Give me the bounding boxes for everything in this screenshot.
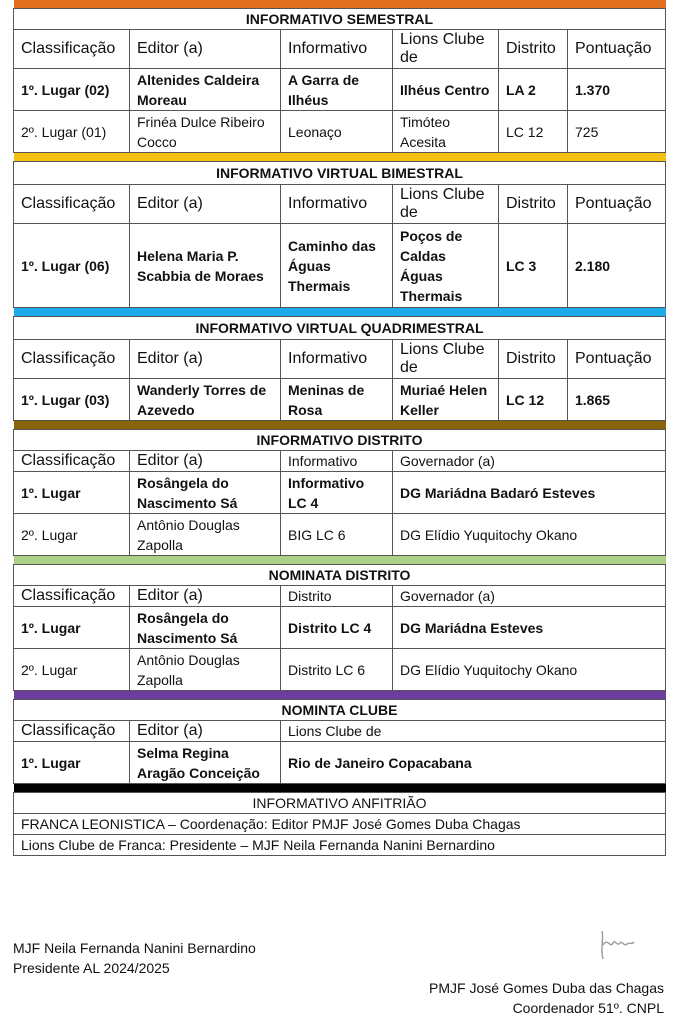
header-row: Classificação Editor (a) Informativo Governador (a) bbox=[14, 451, 666, 472]
table-row: 1º. Lugar (06) Helena Maria P. Scabbia de Moraes Caminho das Águas Thermais Poços de Caldas Águas Thermais LC 3 2.180 bbox=[14, 224, 666, 308]
section-title-nominata: NOMINATA DISTRITO bbox=[14, 565, 666, 586]
coordinator-role: Coordenador 51º. CNPL bbox=[512, 1000, 664, 1016]
black-divider bbox=[14, 784, 666, 793]
table-row: 2º. Lugar Antônio Douglas Zapolla Distrito LC 6 DG Elídio Yuquitochy Okano bbox=[14, 649, 666, 691]
table-row: 2º. Lugar Antônio Douglas Zapolla BIG LC 6 DG Elídio Yuquitochy Okano bbox=[14, 514, 666, 556]
header-row: Classificação Editor (a) Informativo Lions Clube de Distrito Pontuação bbox=[14, 340, 666, 379]
table-row: 2º. Lugar (01) Frinéa Dulce Ribeiro Cocco Leonaço Timóteo Acesita LC 12 725 bbox=[14, 111, 666, 153]
president-role: Presidente AL 2024/2025 bbox=[13, 960, 170, 976]
president-name: MJF Neila Fernanda Nanini Bernardino bbox=[13, 940, 256, 956]
table-row: 1º. Lugar Selma Regina Aragão Conceição Rio de Janeiro Copacabana bbox=[14, 742, 666, 784]
signature-mark bbox=[596, 925, 640, 965]
awards-document bbox=[13, 0, 665, 856]
blue-divider bbox=[14, 308, 666, 317]
table-row: 1º. Lugar Rosângela do Nascimento Sá Informativo LC 4 DG Mariádna Badaró Esteves bbox=[14, 472, 666, 514]
section-title-semestral: INFORMATIVO SEMESTRAL bbox=[14, 9, 666, 30]
header-row: Classificação Editor (a) Distrito Governador (a) bbox=[14, 586, 666, 607]
coordinator-name: PMJF José Gomes Duba das Chagas bbox=[429, 980, 664, 996]
table-row: 1º. Lugar (02) Altenides Caldeira Moreau A Garra de Ilhéus Ilhéus Centro LA 2 1.370 bbox=[14, 69, 666, 111]
section-title-anfitriao: INFORMATIVO ANFITRIÃO bbox=[14, 793, 666, 814]
awards-table bbox=[13, 0, 666, 856]
green-divider bbox=[14, 556, 666, 565]
table-row: 1º. Lugar Rosângela do Nascimento Sá Distrito LC 4 DG Mariádna Esteves bbox=[14, 607, 666, 649]
president-signature-block bbox=[13, 938, 256, 978]
header-row: Classificação Editor (a) Informativo Lions Clube de Distrito Pontuação bbox=[14, 30, 666, 69]
coordinator-signature-block bbox=[429, 978, 664, 1018]
list-item: FRANCA LEONISTICA – Coordenação: Editor PMJF José Gomes Duba Chagas bbox=[14, 814, 666, 835]
header-row: Classificação Editor (a) Lions Clube de bbox=[14, 721, 666, 742]
list-item: Lions Clube de Franca: Presidente – MJF Neila Fernanda Nanini Bernardino bbox=[14, 835, 666, 856]
section-title-clube: NOMINTA CLUBE bbox=[14, 700, 666, 721]
section-title-distrito: INFORMATIVO DISTRITO bbox=[14, 430, 666, 451]
brown-divider bbox=[14, 421, 666, 430]
yellow-divider bbox=[14, 153, 666, 162]
section-title-quadrimestral: INFORMATIVO VIRTUAL QUADRIMESTRAL bbox=[14, 317, 666, 340]
section-title-bimestral: INFORMATIVO VIRTUAL BIMESTRAL bbox=[14, 162, 666, 185]
orange-divider bbox=[14, 0, 666, 9]
table-row: 1º. Lugar (03) Wanderly Torres de Azevedo Meninas de Rosa Muriaé Helen Keller LC 12 1.865 bbox=[14, 379, 666, 421]
header-row: Classificação Editor (a) Informativo Lions Clube de Distrito Pontuação bbox=[14, 185, 666, 224]
purple-divider bbox=[14, 691, 666, 700]
